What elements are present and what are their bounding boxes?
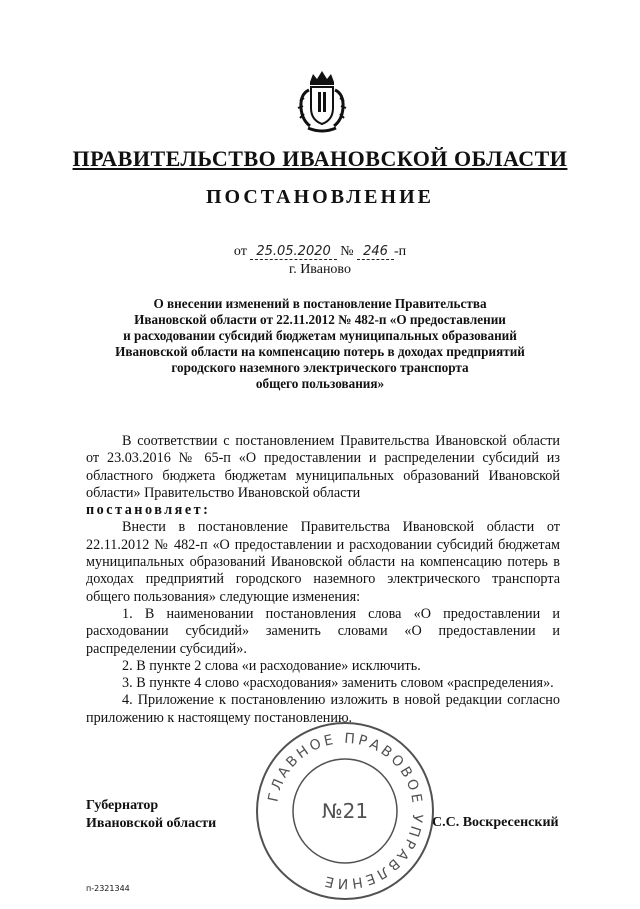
amendment-paragraph: Внести в постановление Правительства Ивановской области от 22.11.2012 № 482-п «О предоставлении и расходовании субсидий бюджетам муниципальных образований Ивановской области на компенсацию потерь в доходах предприятий городского наземного электрического транспорта общего пользования» следующие изменения:	[86, 519, 560, 605]
subject-line: О внесении изменений в постановление Правительства	[153, 296, 487, 311]
document-code: п-2321344	[86, 884, 130, 893]
document-type-title: ПОСТАНОВЛЕНИЕ	[206, 186, 434, 208]
subject-line: общего пользования»	[255, 376, 385, 391]
city: г. Иваново	[289, 262, 351, 277]
subject-line: Ивановской области на компенсацию потерь в доходах предприятий	[115, 344, 525, 359]
amendment-item-1: 1. В наименовании постановления слова «О предоставлении и расходовании субсидий» заменить словами «О предоставлении и распределении субсидий».	[86, 605, 560, 657]
signatory-title	[86, 797, 216, 833]
government-title: ПРАВИТЕЛЬСТВО ИВАНОВСКОЙ ОБЛАСТИ	[72, 146, 568, 171]
legal-department-stamp	[252, 718, 438, 904]
amendment-item-2: 2. В пункте 2 слова «и расходование» исключить.	[122, 657, 421, 674]
number-sign: №	[340, 244, 354, 259]
stamp-number: №21	[321, 799, 369, 823]
preamble-paragraph: В соответствии с постановлением Правительства Ивановской области от 23.03.2016 № 65-п «О предоставлении и распределении субсидий из областного бюджета бюджетам муниципальных образований Ивановской области» Правительство Ивановской области	[86, 433, 560, 501]
resolves-word: постановляет:	[86, 502, 211, 519]
signatory-title-line: Губернатор	[86, 798, 159, 813]
amendment-item-4: 4. Приложение к постановлению изложить в новой редакции согласно приложению к настоящему постановлению.	[86, 692, 560, 726]
decree-subject	[100, 296, 540, 392]
signatory-name: С.С. Воскресенский	[432, 815, 559, 830]
coat-of-arms-icon	[296, 68, 348, 136]
signatory-title-line: Ивановской области	[86, 816, 217, 831]
handwritten-date: 25.05.2020	[250, 244, 336, 260]
number-suffix: -п	[393, 244, 407, 259]
date-prefix: от	[233, 244, 247, 259]
stamp-ring-text: ГЛАВНОЕ ПРАВОВОЕ УПРАВЛЕНИЕ	[265, 730, 426, 892]
handwritten-number: 246	[357, 244, 394, 260]
subject-line: и расходовании субсидий бюджетам муниципальных образований	[123, 328, 517, 343]
date-number-line	[0, 244, 640, 260]
subject-line: городского наземного электрического транспорта	[171, 360, 469, 375]
amendment-item-3: 3. В пункте 4 слово «расходования» заменить словом «распределения».	[122, 675, 554, 692]
subject-line: Ивановской области от 22.11.2012 № 482-п «О предоставлении	[134, 312, 506, 327]
decree-body	[86, 433, 560, 727]
